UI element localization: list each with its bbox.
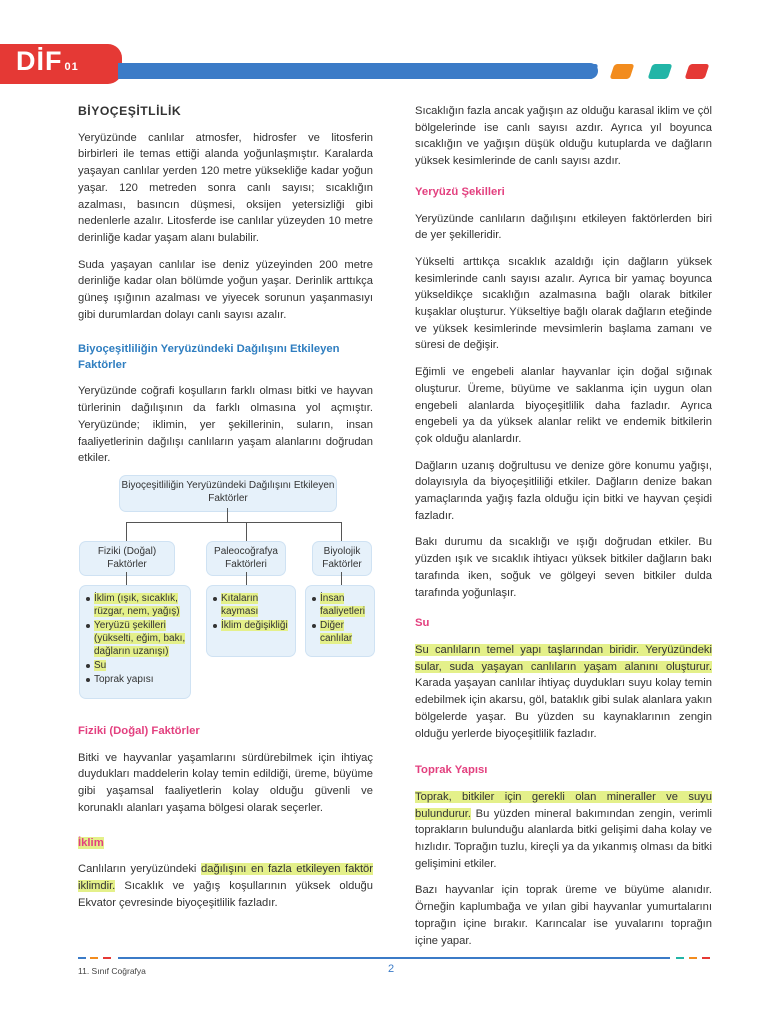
heading-landforms: Yeryüzü Şekilleri xyxy=(415,185,505,198)
list-item: Su xyxy=(86,659,186,672)
left-column-top xyxy=(78,103,373,477)
section-title: BİYOÇEŞİTLİLİK xyxy=(78,104,182,118)
paragraph: Dağların uzanış doğrultusu ve denize göre konumu yağışı, dolayısıyla da biyoçeşitliliği etkiler. Dağların denize bakan yamaçlarında yağış fazla olduğu için bitki ve hayvan çeşidi fazladır. xyxy=(415,459,712,522)
footer-dash xyxy=(702,957,710,959)
footer-dash xyxy=(90,957,98,959)
header-chip-red xyxy=(685,64,710,79)
paragraph: Sıcaklığın fazla ancak yağışın az olduğu karasal iklim ve çöl bölgelerinde ise canlı sayısı azdır. Ayrıca yıl boyunca sıcaklığın ve yağışın düşük olduğu kutuplarda ve dağların yüksek kesimlerinde de canlı sayısı azdır. xyxy=(415,105,712,168)
page-number: 2 xyxy=(388,963,395,975)
heading-soil: Toprak Yapısı xyxy=(415,764,488,777)
header-bar xyxy=(118,63,598,79)
paragraph: Toprak, bitkiler için gerekli olan mineraller ve suyu bulundurur. Bu yüzden mineral bakımından zengin, verimli toprakların bulunduğu alanlarda bitki gelişimi daha kolay ve hızlıdır. Toprağın tuzlu, kireçli ya da yıkanmış olması da bitki gelişimini etkiler. xyxy=(415,790,713,870)
heading-factors: Biyoçeşitliliğin Yeryüzündeki Dağılışını Etkileyen Faktörler xyxy=(78,343,340,372)
diagram-bio-list xyxy=(306,586,374,656)
list-item: İnsan faaliyetleri xyxy=(312,592,370,618)
diagram-physical-box: Fiziki (Doğal) Faktörler xyxy=(80,542,174,575)
paragraph: Yeryüzünde canlıların dağılışını etkileyen faktörlerden biri de yer şekilleridir. xyxy=(415,212,712,242)
logo: DİF 01 xyxy=(16,46,79,76)
list-item: Yeryüzü şekilleri (yükselti, eğim, bakı, dağların uzanışı) xyxy=(86,619,186,658)
right-column xyxy=(415,103,712,959)
footer-book-title: 11. Sınıf Coğrafya xyxy=(78,966,146,976)
paragraph: Bitki ve hayvanlar yaşamlarını sürdürebilmek için ihtiyaç duydukları maddelerin kolay temin edildiği, üreme, büyüme gibi yaşamsal faaliyetlerin kolay olduğu güvenli ve korunaklı alanları yaşama bölgesi olarak seçerler. xyxy=(78,751,373,814)
heading-water: Su xyxy=(415,617,430,630)
paragraph: Bazı hayvanlar için toprak üreme ve büyüme alanıdır. Örneğin kaplumbağa ve yılan gibi hayvanlar yumurtalarını toprağın içine bırakır. Karıncalar ise yuvalarını toprağın içine yapar. xyxy=(415,884,712,947)
list-item: Kıtaların kayması xyxy=(213,592,291,618)
header-chip-orange xyxy=(610,64,635,79)
list-item: Toprak yapısı xyxy=(86,673,186,686)
list-item: İklim değişikliği xyxy=(213,619,291,632)
list-item: İklim (ışık, sıcaklık, rüzgar, nem, yağış) xyxy=(86,592,186,618)
footer-dash xyxy=(78,957,86,959)
heading-physical: Fiziki (Doğal) Faktörler xyxy=(78,725,200,737)
footer-dash xyxy=(103,957,111,959)
diagram-physical-list xyxy=(80,586,190,698)
paragraph: Yeryüzünde coğrafi koşulların farklı olması bitki ve hayvan türlerinin dağılışının da farklı olmasına yol açmıştır. Yeryüzünde; iklimin, yer şekillerinin, suların, insan faaliyetlerinin dağılışı canlıların yaşam alanlarını doğrudan etkiler. xyxy=(78,385,373,465)
footer-dash xyxy=(676,957,684,959)
paragraph: Yükselti arttıkça sıcaklık azaldığı için dağların yüksek kesimlerinde canlı sayısı azalır. Ayrıca bir yamaç boyunca yükseldikçe sıcaklığın azalmasına bağlı olarak bitkiler kuşaklar oluşturur. Yükseltiye bağlı olarak dağların eteğinde ve yüksek kesimlerinde mevsimlerin başlama zamanı ve süresi de değişir. xyxy=(415,255,712,352)
logo-tab xyxy=(0,44,122,84)
heading-climate: İklim xyxy=(78,836,104,849)
header-chip-teal xyxy=(648,64,673,79)
diagram-paleo-box: Paleocoğrafya Faktörleri xyxy=(207,542,285,575)
paragraph: Canlıların yeryüzündeki dağılışını en fazla etkileyen faktör iklimdir. Sıcaklık ve yağış koşullarının yüksek olduğu Ekvator çevresinde biyoçeşitlilik fazladır. xyxy=(78,863,374,909)
paragraph: Su canlıların temel yapı taşlarından biridir. Yeryüzündeki sular, suda yaşayan canlıların yaşam alanını oluşturur. Karada yaşayan canlılar ihtiyaç duydukları suyu kolay temin edebilmek için akarsu, göl, bataklık gibi sulak alanlara yakın bölgelerde yaşar. Bu yüzden su kaynaklarının zengin olduğu yerlerde biyoçeşitlilik fazladır. xyxy=(415,643,712,740)
paragraph: Bakı durumu da sıcaklığı ve ışığı doğrudan etkiler. Bu yüzden ışık ve sıcaklık ihtiyacı yüksek bitkiler dağların bakı tarafında iken, soğuk ve gölgeyi seven bitkiler dulda tarafında yoğunlaşır. xyxy=(415,536,712,599)
diagram-title-box: Biyoçeşitliliğin Yeryüzündeki Dağılışını Etkileyen Faktörler xyxy=(120,476,336,511)
diagram-paleo-list xyxy=(207,586,295,656)
list-item: Diğer canlılar xyxy=(312,619,370,645)
paragraph: Eğimli ve engebeli alanlar hayvanlar için doğal sığınak oluşturur. Üreme, büyüme ve saklanma için uygun olan engebeli alanlarda biyoçeşitlilik daha fazladır. Ayrıca engebeli ya da yüksek alanlar relikt ve endemik bitkilerin çok olduğu alanlardır. xyxy=(415,366,712,445)
diagram-bio-box: Biyolojik Faktörler xyxy=(313,542,371,575)
paragraph: Suda yaşayan canlılar ise deniz yüzeyinden 200 metre derinliğe kadar olan bölümde yoğun yaşar. Derinlik arttıkça güneş ışığının azalması ve yiyecek sorunun yaşanmasıyı gibi durumlardan dolayı canlı sayısı azalır. xyxy=(78,258,373,321)
paragraph: Yeryüzünde canlılar atmosfer, hidrosfer ve litosferin birbirleri ile temas ettiği alanda yoğunlaşmıştır. Karalarda yaşayan canlılar yerden 120 metre yüksekliğe kadar yoğun yaşar. 120 metreden sonra canlı sayısı; sıcaklığın azalması, basıncın düşmesi, oksijen yetersizliği gibi nedenlerle azalır. Litosferde ise canlılar yüzeyden 10 metre derinliğe kadar yaşam alanı bulabilir. xyxy=(78,131,373,244)
footer-dash xyxy=(689,957,697,959)
left-column-bottom xyxy=(78,723,373,921)
footer-line xyxy=(118,957,670,959)
